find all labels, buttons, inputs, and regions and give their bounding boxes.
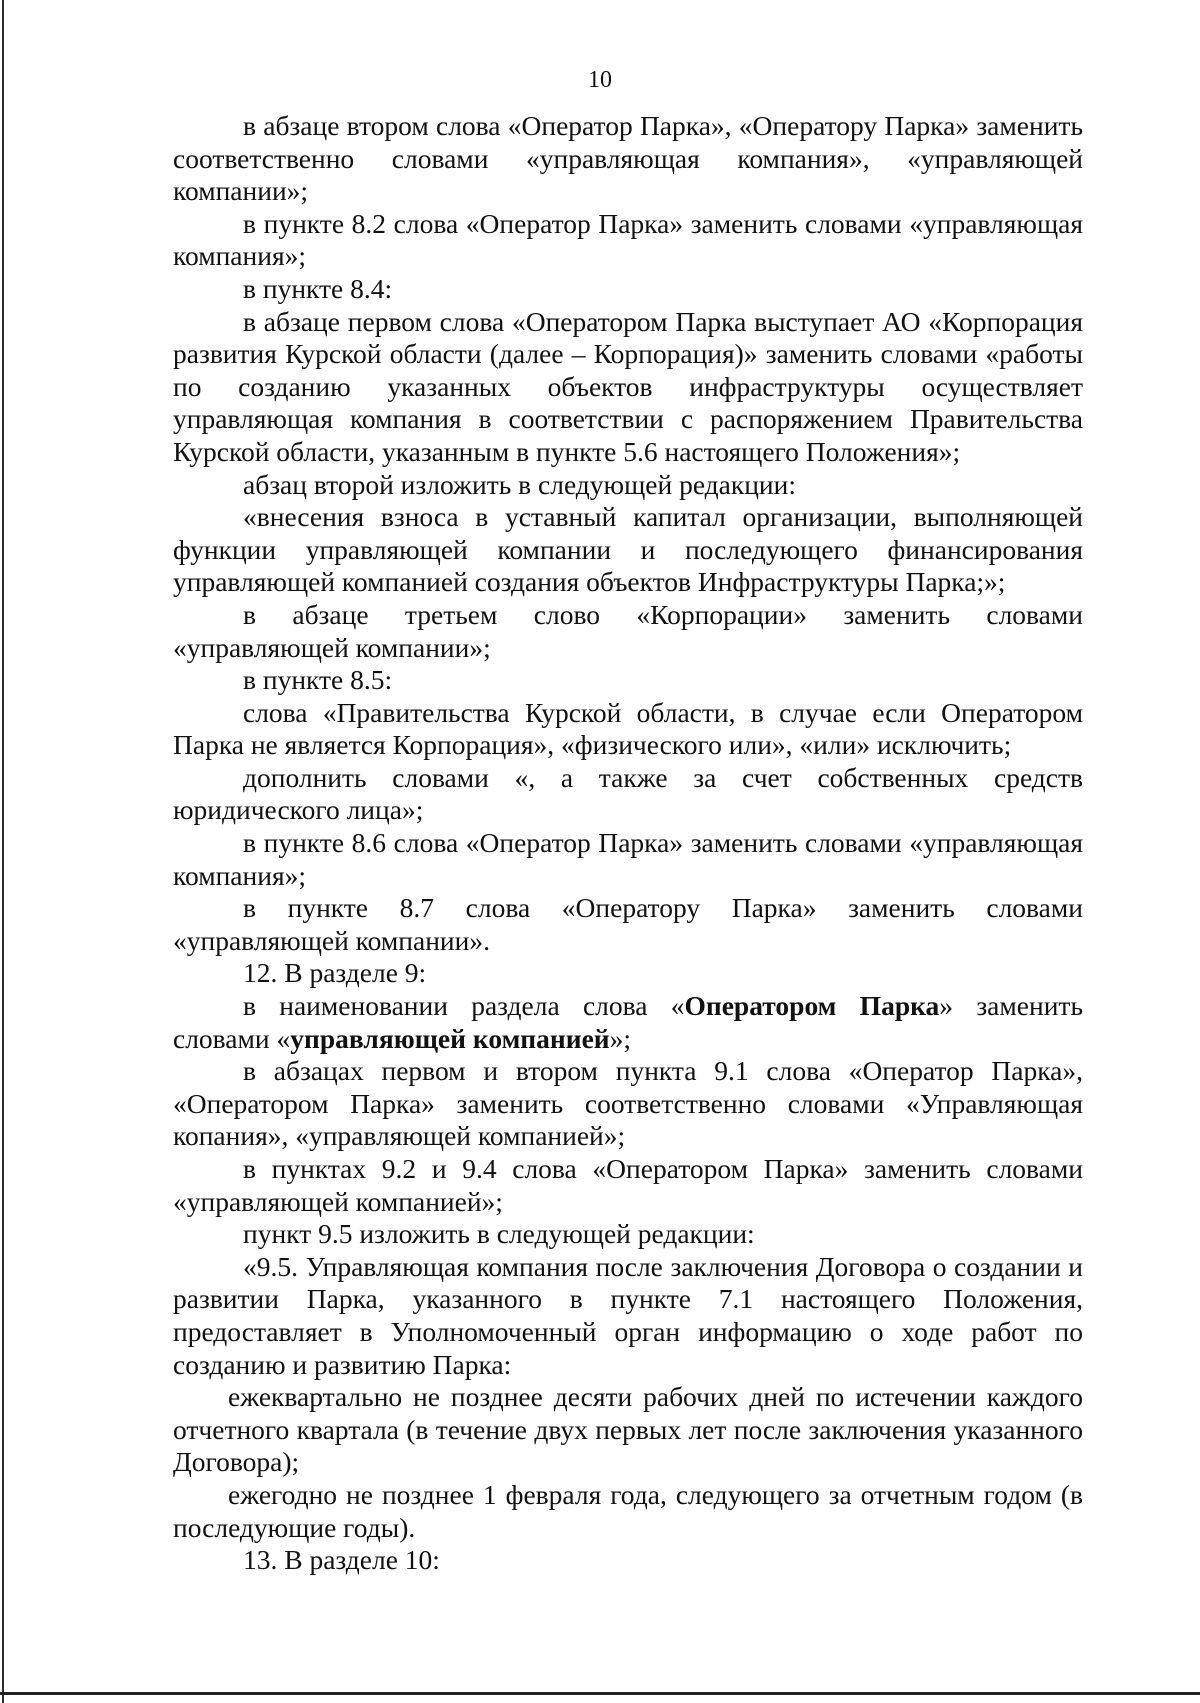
p14-text-a: в наименовании раздела слова « bbox=[243, 990, 685, 1022]
paragraph-6: «внесения взноса в уставный капитал организации, выполняющей функции управляющей компании и последующего финансирования управляющей компанией создания объектов Инфраструктуры Парка;»; bbox=[173, 501, 1083, 598]
p14-bold-a: Оператором Парка bbox=[684, 990, 940, 1022]
paragraph-4: в абзаце первом слова «Оператором Парка выступает АО «Корпорация развития Курской области (далее – Корпорация)» заменить словами «работы по созданию указанных объектов инфраструктуры осуществляет управляющая компания в соответствии с распоряжением Правительства Курской области, указанным в пункте 5.6 настоящего Положения»; bbox=[173, 305, 1083, 467]
paragraph-15: в абзацах первом и втором пункта 9.1 слова «Оператор Парка», «Оператором Парка» заменить соответственно словами «Управляющая копания», «управляющей компанией»; bbox=[173, 1055, 1083, 1152]
scan-edge-left bbox=[2, 0, 4, 1703]
paragraph-18: «9.5. Управляющая компания после заключения Договора о создании и развитии Парка, указанного в пункте 7.1 настоящего Положения, предоставляет в Уполномоченный орган информацию о ходе работ по созданию и развитию Парка: bbox=[173, 1250, 1083, 1380]
p14-text-c: » заменить словами « bbox=[173, 990, 1083, 1054]
paragraph-16: в пунктах 9.2 и 9.4 слова «Оператором Парка» заменить словами «управляющей компанией»; bbox=[173, 1153, 1083, 1217]
p14-text-e: »; bbox=[609, 1022, 632, 1054]
paragraph-13: 12. В разделе 9: bbox=[243, 957, 427, 989]
paragraph-17: пункт 9.5 изложить в следующей редакции: bbox=[243, 1218, 755, 1250]
paragraph-5: абзац второй изложить в следующей редакции: bbox=[243, 468, 797, 500]
p14-bold-d: управляющей компанией bbox=[290, 1022, 610, 1054]
paragraph-3: в пункте 8.4: bbox=[243, 272, 393, 304]
paragraph-9: слова «Правительства Курской области, в случае если Оператором Парка не является Корпорация», «физического или», «или» исключить; bbox=[173, 696, 1083, 761]
scan-edge-bottom bbox=[0, 1692, 1200, 1695]
paragraph-10: дополнить словами «, а также за счет собственных средств юридического лица»; bbox=[173, 761, 1083, 826]
paragraph-12: в пункте 8.7 слова «Оператору Парка» заменить словами «управляющей компании». bbox=[173, 892, 1083, 956]
paragraph-11: в пункте 8.6 слова «Оператор Парка» заменить словами «управляющая компания»; bbox=[173, 827, 1083, 891]
paragraph-8: в пункте 8.5: bbox=[243, 664, 393, 696]
paragraph-7: в абзаце третьем слово «Корпорации» заменить словами «управляющей компании»; bbox=[173, 598, 1083, 663]
paragraph-14 bbox=[173, 990, 1083, 1055]
paragraph-2: в пункте 8.2 слова «Оператор Парка» заменить словами «управляющая компания»; bbox=[173, 207, 1083, 272]
paragraph-20: ежегодно не позднее 1 февраля года, следующего за отчетным годом (в последующие годы). bbox=[173, 1478, 1083, 1543]
paragraph-1: в абзаце втором слова «Оператор Парка», «Оператору Парка» заменить соответственно словами «управляющая компания», «управляющей компании»; bbox=[173, 110, 1083, 207]
page-number: 10 bbox=[588, 67, 612, 93]
paragraph-21: 13. В разделе 10: bbox=[243, 1544, 440, 1576]
document-body bbox=[173, 110, 1083, 1577]
paragraph-19: ежеквартально не позднее десяти рабочих дней по истечении каждого отчетного квартала (в течение двух первых лет после заключения указанного Договора); bbox=[173, 1381, 1083, 1478]
